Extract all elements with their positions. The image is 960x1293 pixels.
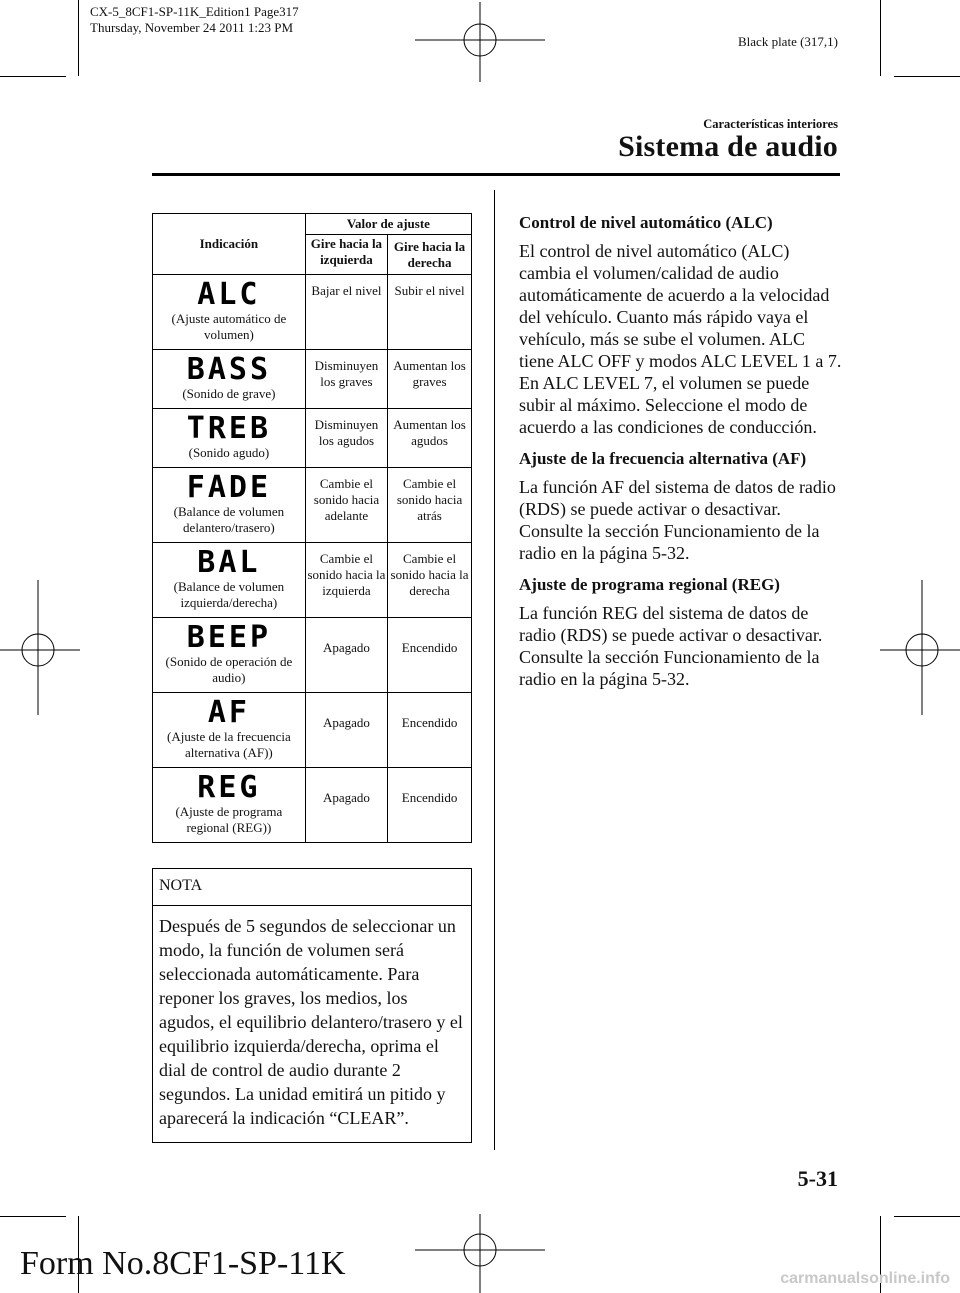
table-row — [153, 275, 472, 350]
row-left-value: Apagado — [305, 693, 387, 768]
table-row — [153, 468, 472, 543]
crop-mark — [0, 76, 66, 77]
print-header-date: Thursday, November 24 2011 1:23 PM — [90, 20, 294, 35]
header-rule — [152, 173, 840, 176]
lcd-display-text: BEEP — [186, 620, 272, 655]
subsection-text: La función REG del sistema de datos de radio (RDS) se puede activar o desactivar. Consulte la sección Funcionamiento de la radio en la página 5-32. — [519, 603, 823, 689]
row-left-value: Bajar el nivel — [305, 275, 387, 350]
header-left: Gire hacia la izquierda — [305, 235, 387, 275]
crop-mark — [0, 1216, 66, 1217]
row-right-value: Encendido — [388, 768, 472, 843]
row-left-value: Apagado — [305, 768, 387, 843]
crop-mark — [78, 0, 79, 76]
column-divider — [494, 190, 495, 1150]
lcd-display-text: REG — [197, 770, 261, 805]
header-right: Gire hacia la derecha — [388, 235, 472, 275]
row-description: (Sonido agudo) — [188, 445, 270, 460]
row-description: (Sonido de operación de audio) — [165, 654, 293, 685]
table-row — [153, 693, 472, 768]
note-title: NOTA — [153, 869, 471, 906]
row-right-value: Aumentan los graves — [388, 350, 472, 409]
page-number: 5-31 — [797, 1166, 838, 1191]
row-right-value: Cambie el sonido hacia la derecha — [388, 543, 472, 618]
row-left-value: Cambie el sonido hacia adelante — [305, 468, 387, 543]
table-row — [153, 543, 472, 618]
row-left-value: Disminuyen los agudos — [305, 409, 387, 468]
table-row — [153, 768, 472, 843]
subsection-heading: Ajuste de programa regional (REG) — [519, 575, 780, 594]
chapter-title: Sistema de audio — [618, 130, 838, 163]
registration-target-bottom — [415, 1214, 545, 1293]
row-left-value: Cambie el sonido hacia la izquierda — [305, 543, 387, 618]
form-number: Form No.8CF1-SP-11K — [20, 1245, 346, 1282]
subsection-text: El control de nivel automático (ALC) cambia el volumen/calidad de audio automáticamente de acuerdo a la velocidad del vehículo. Cuanto más rápido vaya el vehículo, más se sube el volumen. ALC tiene ALC OFF y modos ALC LEVEL 1 a 7. En ALC LEVEL 7, el volumen se puede subir al máximo. Seleccione el modo de acuerdo a las condiciones de conducción. — [519, 241, 842, 437]
row-right-value: Cambie el sonido hacia atrás — [388, 468, 472, 543]
registration-target-right — [880, 580, 960, 715]
note-box — [152, 868, 472, 1143]
registration-target-left — [0, 580, 80, 715]
row-left-value: Apagado — [305, 618, 387, 693]
table-header-row — [153, 214, 472, 235]
lcd-display-text: ALC — [197, 277, 261, 312]
subsection-heading: Ajuste de la frecuencia alternativa (AF) — [519, 449, 807, 468]
print-header-file: CX-5_8CF1-SP-11K_Edition1 Page317 — [90, 4, 299, 19]
row-right-value: Subir el nivel — [388, 275, 472, 350]
lcd-display-text: BAL — [197, 545, 261, 580]
row-right-value: Encendido — [388, 693, 472, 768]
audio-settings-table — [152, 213, 472, 843]
lcd-display-text: BASS — [186, 352, 272, 387]
table-row — [153, 350, 472, 409]
print-header — [90, 4, 299, 36]
subsection-text: La función AF del sistema de datos de radio (RDS) se puede activar o desactivar. Consulte la sección Funcionamiento de la radio en la página 5-32. — [519, 477, 836, 563]
right-column — [519, 212, 844, 700]
row-left-value: Disminuyen los graves — [305, 350, 387, 409]
table-row — [153, 409, 472, 468]
crop-mark — [880, 0, 881, 76]
plate-label: Black plate (317,1) — [738, 34, 838, 49]
table-row — [153, 618, 472, 693]
note-body: Después de 5 segundos de seleccionar un modo, la función de volumen será seleccionada automáticamente. Para reponer los graves, los medios, los agudos, el equilibrio delantero/trasero y el equilibrio izquierda/derecha, oprima el dial de control de audio durante 2 segundos. La unidad emitirá un pitido y aparecerá la indicación “CLEAR”. — [159, 916, 463, 1128]
section-title: Características interiores — [703, 117, 838, 131]
header-indicacion: Indicación — [153, 214, 306, 275]
row-description: (Ajuste automático de volumen) — [171, 311, 287, 342]
header-valor: Valor de ajuste — [305, 214, 471, 235]
crop-mark — [894, 76, 960, 77]
row-right-value: Aumentan los agudos — [388, 409, 472, 468]
lcd-display-text: AF — [207, 695, 250, 730]
subsection-heading: Control de nivel automático (ALC) — [519, 213, 773, 232]
row-right-value: Encendido — [388, 618, 472, 693]
row-description: (Balance de volumen izquierda/derecha) — [173, 579, 285, 610]
row-description: (Ajuste de la frecuencia alternativa (AF)) — [166, 729, 291, 760]
registration-target-top — [415, 2, 545, 82]
row-description: (Sonido de grave) — [182, 386, 276, 401]
watermark: carmanualsonline.info — [780, 1270, 950, 1287]
row-description: (Ajuste de programa regional (REG)) — [175, 804, 283, 835]
crop-mark — [894, 1216, 960, 1217]
lcd-display-text: TREB — [186, 411, 272, 446]
lcd-display-text: FADE — [186, 470, 272, 505]
row-description: (Balance de volumen delantero/trasero) — [173, 504, 285, 535]
